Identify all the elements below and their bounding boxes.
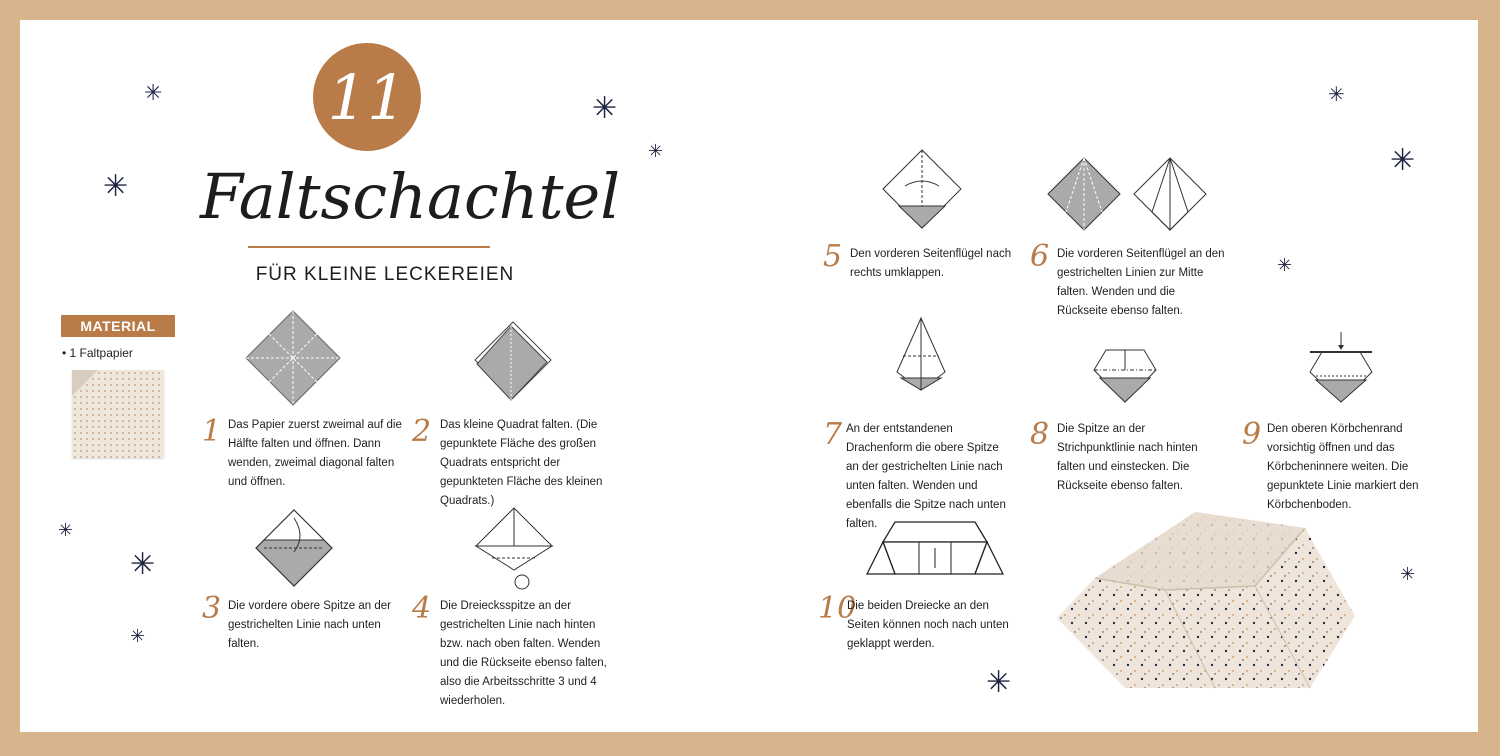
book-spread	[20, 20, 1478, 732]
star-icon: ✳	[1277, 255, 1293, 276]
step-text: Die vorderen Seitenflügel an den gestrichelten Linien zur Mitte falten. Wenden und die Rückseite ebenso falten.	[1057, 248, 1225, 317]
star-icon: ✳	[130, 626, 146, 647]
star-icon: ✳	[1328, 82, 1345, 106]
step-number: 5	[823, 239, 843, 274]
diagram-step-9	[1308, 330, 1374, 404]
page-title: Faltschachtel	[200, 160, 621, 233]
star-icon: ✳	[1390, 143, 1416, 178]
material-item: • 1 Faltpapier	[62, 346, 133, 360]
step-number: 2	[412, 414, 432, 449]
step-number: 4	[412, 591, 432, 626]
step-text: Die vordere obere Spitze an der gestrichelten Linie nach unten falten.	[228, 600, 392, 650]
diagram-step-8	[1092, 348, 1158, 404]
diagram-step-2	[473, 320, 553, 402]
star-icon: ✳	[130, 547, 156, 582]
page-subtitle: FÜR KLEINE LECKEREIEN	[255, 264, 515, 285]
step-text: Die Dreiecksspitze an der gestrichelten Linie nach hinten bzw. nach oben falten. Wenden und die Rückseite ebenso falten, also die Arbeitsschritte 3 und 4 wiederholen.	[440, 600, 607, 707]
step-number: 6	[1030, 239, 1050, 274]
diagram-step-6a	[1046, 156, 1122, 232]
diagram-step-5	[881, 148, 963, 230]
step-badge: 11	[313, 43, 421, 151]
step-text: An der entstandenen Drachenform die obere Spitze an der gestrichelten Linie nach unten falten. Wenden und ebenfalls die Spitze nach unten falten.	[846, 423, 1006, 530]
diagram-step-7	[893, 316, 949, 392]
step-text: Die Spitze an der Strichpunktlinie nach hinten falten und einstecken. Die Rückseite ebenso falten.	[1057, 423, 1198, 492]
star-icon: ✳	[592, 91, 618, 126]
material-item-text: 1 Faltpapier	[69, 346, 133, 360]
step-number: 8	[1030, 417, 1050, 452]
step-text: Das Papier zuerst zweimal auf die Hälfte falten und öffnen. Dann wenden, zweimal diagonal falten und öffnen.	[228, 419, 402, 488]
star-icon: ✳	[1400, 564, 1416, 585]
star-icon: ✳	[986, 665, 1012, 700]
star-icon: ✳	[103, 169, 129, 204]
finished-box-photo	[1055, 508, 1360, 698]
diagram-step-6b	[1132, 156, 1208, 232]
diagram-step-3	[254, 508, 334, 588]
star-icon: ✳	[58, 520, 74, 541]
step-text: Das kleine Quadrat falten. (Die gepunktete Fläche des großen Quadrats entspricht der gepunkteten Fläche des kleinen Quadrats.)	[440, 419, 603, 507]
title-divider	[248, 246, 490, 248]
diagram-step-1	[244, 309, 342, 407]
star-icon: ✳	[648, 141, 664, 162]
step-number: 3	[202, 591, 222, 626]
diagram-step-4	[472, 506, 556, 592]
step-number: 9	[1242, 417, 1262, 452]
step-text: Die beiden Dreiecke an den Seiten können noch nach unten geklappt werden.	[847, 600, 1009, 650]
material-heading: MATERIAL	[61, 315, 175, 337]
step-number: 10	[818, 591, 857, 626]
step-number: 7	[823, 417, 843, 452]
step-text: Den oberen Körbchenrand vorsichtig öffnen und das Körbcheninnere weiten. Die gepunktete Linie markiert den Körbchenboden.	[1267, 423, 1419, 511]
step-number: 1	[202, 414, 222, 449]
paper-fold-corner	[72, 370, 98, 396]
star-icon: ✳	[144, 81, 163, 106]
step-text: Den vorderen Seitenflügel nach rechts umklappen.	[850, 248, 1012, 279]
